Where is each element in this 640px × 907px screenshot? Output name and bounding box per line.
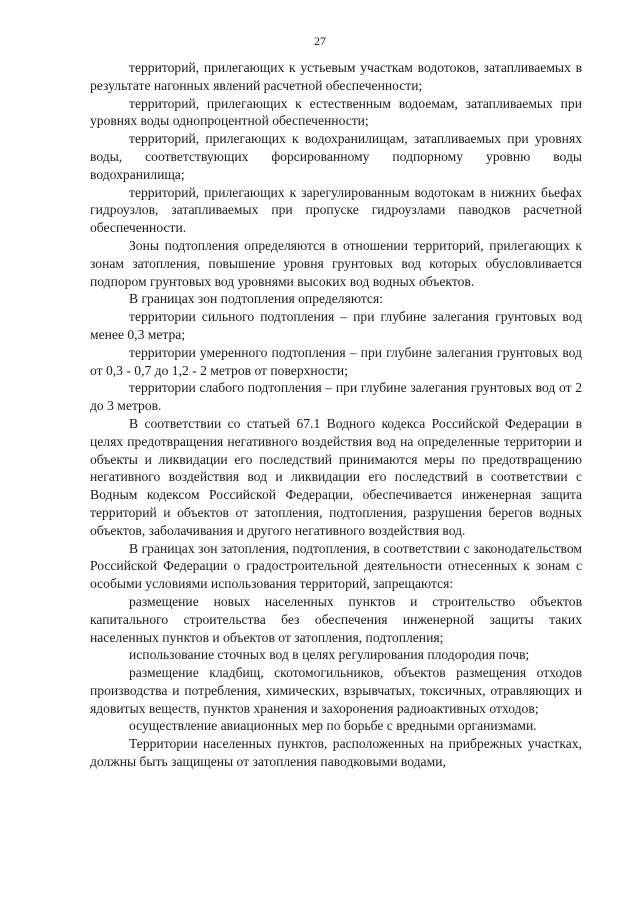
paragraph: размещение кладбищ, скотомогильников, объектов размещения отходов производства и потребления, химических, взрывчатых, токсичных, отравляющих и ядовитых веществ, пунктов хранения и захоронения радиоактивных отходов; [90,665,582,716]
paragraph: размещение новых населенных пунктов и строительство объектов капитального строительства без обеспечения инженерной защиты таких населенных пунктов и объектов от затопления, подтопления; [90,593,582,645]
paragraph: территорий, прилегающих к естественным водоемам, затапливаемых при уровнях воды однопроцентной обеспеченности; [90,95,582,129]
paragraph: В границах зон подтопления определяются: [129,291,383,307]
paragraph: В соответствии со статьей 67.1 Водного кодекса Российской Федерации в целях предотвращения негативного воздействия вод на определенные территории и объекты и ликвидации его последствий принимаются меры по предотвращению негативного воздействия вод и ликвидации его последствий в соответствии с Водным кодексом Российской Федерации, обеспечивается инженерная защита территорий и объектов от затопления, подтопления, разрушения берегов водных объектов, заболачивания и другого негативного воздействия вод. [90,415,582,538]
paragraph: территории слабого подтопления – при глубине залегания грунтовых вод от 2 до 3 метров. [90,380,582,414]
paragraph: территории сильного подтопления – при глубине залегания грунтовых вод менее 0,3 метра; [90,309,582,342]
paragraph: использование сточных вод в целях регулирования плодородия почв; [129,647,530,663]
page-number: 27 [314,34,326,48]
paragraph: территорий, прилегающих к водохранилищам, затапливаемых при уровнях воды, соответствующих форсированному подпорному уровню воды водохранилища; [90,131,582,182]
paragraph: территорий, прилегающих к зарегулированным водотокам в нижних бьефах гидроузлов, затапливаемых при пропуске гидроузлами паводков расчетной обеспеченности. [90,184,582,236]
paragraph: В границах зон затопления, подтопления, в соответствии с законодательством Российской Федерации о градостроительной деятельности отнесенных к зонам с особыми условиями использования территорий, запрещаются: [90,540,582,592]
paragraph: Зоны подтопления определяются в отношении территорий, прилегающих к зонам затопления, повышение уровня грунтовых вод которых обусловливается подпором грунтовых вод уровнями высоких вод водных объектов. [90,237,582,289]
body-text [90,59,582,771]
paragraph: Территории населенных пунктов, расположенных на прибрежных участках, должны быть защищены от затопления паводковыми водами, [90,736,582,770]
paragraph: территории умеренного подтопления – при глубине залегания грунтовых вод от 0,3 - 0,7 до 1,2 - 2 метров от поверхности; [90,344,582,378]
paragraph: территорий, прилегающих к устьевым участкам водотоков, затапливаемых в результате нагонных явлений расчетной обеспеченности; [90,60,582,93]
paragraph: осуществление авиационных мер по борьбе с вредными организмами. [129,718,537,734]
